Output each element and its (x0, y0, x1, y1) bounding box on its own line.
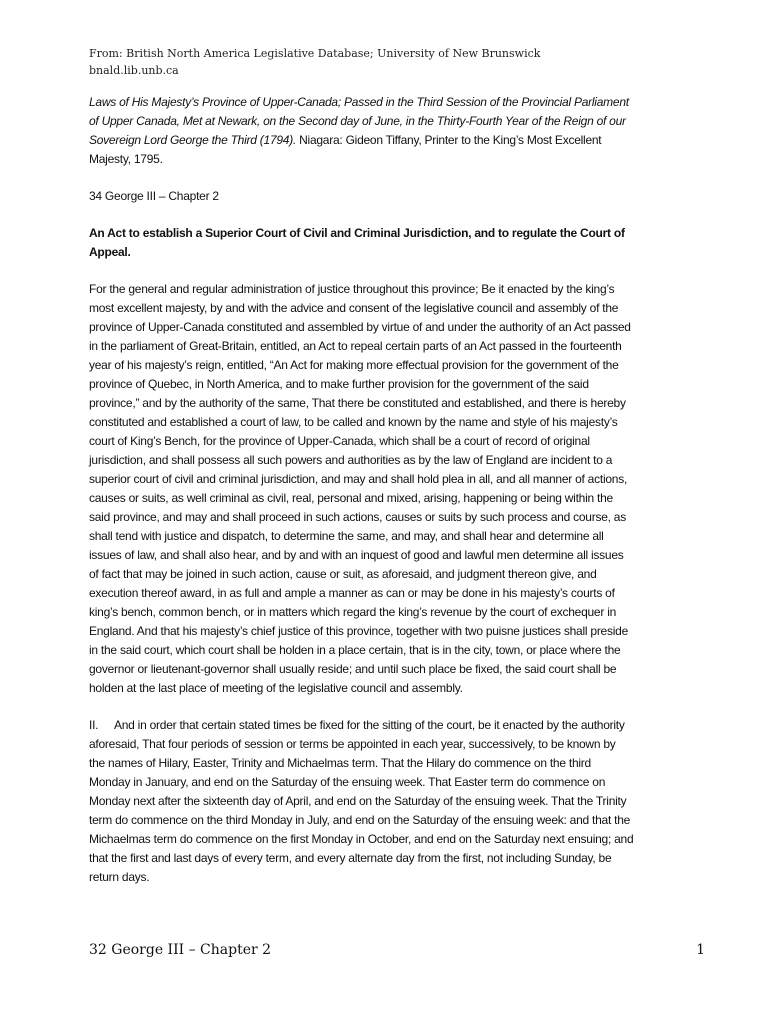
document-body (89, 93, 634, 905)
paragraph-preamble (89, 280, 634, 698)
citation-italic: Laws of His Majesty’s Province of Upper-Canada; Passed in the Third Session of the Provincial Parliament of Upper Canada, Met at Newark, on the Second day of June, in the Thirty-Fourth Year of the Reign of our Sovereign Lord George the Third (1794). (89, 95, 629, 147)
paragraph-text: For the general and regular administration of justice throughout this province; Be it enacted by the king’s most excellent majesty, by and with the advice and consent of the legislative council and assembly of the province of Upper-Canada constituted and assembled by virtue of and under the authority of an Act passed in the parliament of Great-Britain, entitled, an Act to repeal certain parts of an Act passed in the fourteenth year of his majesty’s reign, entitled, “An Act for making more effectual provision for the government of the province of Quebec, in North America, and to make further provision for the government of the said province,” and by the authority of the same, That there be constituted and established, and there is hereby constituted and established a court of law, to be called and known by the name and style of his majesty’s court of King’s Bench, for the province of Upper-Canada, which shall be a court of record of original jurisdiction, and shall possess all such powers and authorities as by the law of England are incident to a superior court of civil and criminal jurisdiction, and may and shall hold plea in all, and all manner of actions, causes or suits, as well criminal as civil, real, personal and mixed, arising, happening or being within the said province, and may and shall proceed in such actions, causes or suits by such process and course, as shall tend with justice and dispatch, to determine the same, and may, and shall hear and determine all issues of law, and shall also hear, and by and with an inquest of good and lawful men determine all issues of fact that may be joined in such action, cause or suit, as aforesaid, and judgment thereon give, and execution thereof award, in as full and ample a manner as can or may be done in his majesty’s courts of king’s bench, common bench, or in matters which regard the king’s revenue by the court of exchequer in England. And that his majesty’s chief justice of this province, together with two puisne justices shall preside in the said court, which court shall be holden in a place certain, that is in the city, town, or place where the governor or lieutenant-governor shall usually reside; and until such place be fixed, the said court shall be holden at the last place of meeting of the legislative council and assembly. (89, 282, 631, 695)
page-footer (89, 942, 705, 964)
page-number: 1 (696, 942, 705, 958)
act-title: An Act to establish a Superior Court of Civil and Criminal Jurisdiction, and to regulate the Court of Appeal. (89, 226, 625, 259)
citation (89, 93, 634, 169)
source-header (89, 45, 709, 79)
footer-chapter: 32 George III – Chapter 2 (89, 942, 272, 958)
source-line-database: From: British North America Legislative Database; University of New Brunswick (89, 47, 541, 60)
paragraph-text: And in order that certain stated times be fixed for the sitting of the court, be it enacted by the authority aforesaid, That four periods of session or terms be appointed in each year, successively, to be known by the names of Hilary, Easter, Trinity and Michaelmas term. That the Hilary do commence on the third Monday in January, and end on the Saturday of the ensuing week. That Easter term do commence on Monday next after the sixteenth day of April, and end on the Saturday of the ensuing week. That the Trinity term do commence on the third Monday in July, and end on the Saturday of the ensuing week: and that the Michaelmas term do commence on the first Monday in October, and end on the Saturday next ensuing; and that the first and last days of every term, and every alternate day from the first, not including Sunday, be return days. (89, 718, 634, 884)
chapter-heading: 34 George III – Chapter 2 (89, 189, 219, 203)
citation-publisher: Niagara: Gideon Tiffany, Printer to the King’s Most Excellent Majesty, 1795. (89, 133, 602, 166)
source-line-url: bnald.lib.unb.ca (89, 64, 179, 77)
section-number: II. (89, 718, 99, 732)
paragraph-section-2 (89, 716, 634, 887)
